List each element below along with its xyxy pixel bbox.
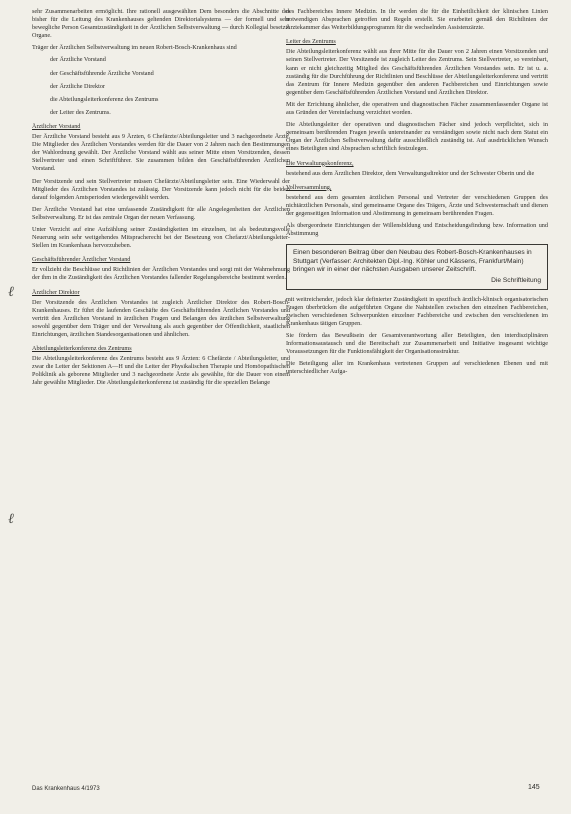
right-column: [286, 8, 548, 380]
paragraph: Der Ärztliche Vorstand hat eine umfassende Zuständigkeit für alle Angelegenheiten der Ärztlichen Selbstverwaltung. Er ist das zentrale Organ der neuen Verfassung.: [32, 205, 290, 221]
left-column: [32, 8, 290, 392]
section-heading: Leiter des Zentrums: [286, 38, 336, 46]
section-heading: Ärztlicher Vorstand: [32, 122, 81, 130]
organ-list: [32, 56, 290, 116]
paragraph: Die Abteilungsleiterkonferenz wählt aus ihrer Mitte für die Dauer von 2 Jahren einen Vorsitzenden und seinen Stellvertreter. Der Vorsitzende ist zugleich Leiter des Zentrums. Sein Stellvertreter, so vereinbart, kann er nicht gleichzeitig Mitglied des Geschäftsführenden Ärztlichen Vorstandes sein. Er ist u. a. zuständig für die Durchführung der Richtlinien und Beschlüsse der Abteilungsleiterkonferenz und vertritt das Zentrum für Innere Medizin gegenüber den anderen Fachbereichen und Einrichtungen sowie gegenüber dem Geschäftsführenden Ärztlichen Vorstand und Ärztlichen Direktor.: [286, 48, 548, 96]
paragraph: bestehend aus dem Ärztlichen Direktor, dem Verwaltungsdirektor und der Schwester Oberin und die: [286, 169, 535, 177]
section-heading: Vollversammlung,: [286, 183, 332, 191]
paragraph: mit weitreichender, jedoch klar definierter Zuständigkeit in spezifisch ärztlich-klinisch organisatorischen Fragen überbrücken die aufgeführten Organe die Nahtstellen zwischen den einzelnen Fachbereichen, zwischen verschiedenen Schwerpunkten einzelner Fachbereiche und zwischen den verschiedenen im Krankenhaus tätigen Gruppen.: [286, 295, 548, 327]
paragraph: Die Abteilungsleiterkonferenz des Zentrums besteht aus 9 Ärzten: 6 Chefärzte / Abteilungsleiter, und zwar die Leiter der Sektionen A—H und die Leiter der Physikalischen Therapie und Homöopathischen Poliklinik als geborene Mitglieder und 3 nachgeordnete Ärzte als gewählte, für die Dauer von einem Jahr gewählte Mitglieder. Die Abteilungsleiterkonferenz ist zuständig für die speziellen Belange: [32, 355, 290, 387]
list-item: der Geschäftsführende Ärztliche Vorstand: [50, 69, 154, 77]
paragraph: Die Beteiligung aller im Krankenhaus vertretenen Gruppen auf verschiedenen Ebenen und mit unterschiedlicher Aufga-: [286, 360, 548, 376]
paragraph: Unter Verzicht auf eine Aufzählung seiner Zuständigkeiten im einzelnen, ist als bedeutungsvolle Neuerung sein sehr weitgehendes Mitspracherecht bei der Besetzung von Chefarzt/Abteilungsleiter-Stellen im Krankenhaus hervorzuheben.: [32, 225, 290, 250]
notice-signature: Die Schriftleitung: [491, 277, 541, 285]
editorial-notice-box: [286, 244, 548, 289]
paragraph: des Fachbereiches Innere Medizin. In ihr werden die für die Einheitlichkeit der klinischen Linien notwendigen Absprachen getroffen und Regeln erstellt. Sie erarbeitet gemäß den Richtlinien der Ärztekammer das Weiterbildungsprogramm für die wechselnden Assistenzärzte.: [286, 8, 548, 32]
margin-pen-mark-icon: ℓ: [8, 512, 14, 527]
paragraph: Träger der Ärztlichen Selbstverwaltung im neuen Robert-Bosch-Krankenhaus sind: [32, 44, 237, 52]
notice-text: Einen besonderen Beitrag über den Neubau des Robert-Bosch-Krankenhauses in Stuttgart (Verfasser: Architekten Dipl.-Ing. Köhler und Kässens, Frankfurt/Main) bringen wir in einer der nächsten Ausgaben unserer Zeitschrift.: [293, 249, 532, 274]
section-heading: Geschäftsführender Ärztlicher Vorstand: [32, 256, 131, 264]
list-item: die Abteilungsleiterkonferenz des Zentrums: [50, 95, 159, 103]
list-item: der Ärztliche Direktor: [50, 82, 105, 90]
paragraph: Sie fördern das Bewußtsein der Gesamtverantwortung aller Beteiligten, den interdisziplinären Informationsaustausch und die Bereitschaft zur Zusammenarbeit und Initiative insgesamt wichtige Voraussetzungen für die Funktionsfähigkeit der Organisationsstruktur.: [286, 332, 548, 356]
paragraph: Der Vorsitzende des Ärztlichen Vorstandes ist zugleich Ärztlicher Direktor des Robert-Bosch-Krankenhauses. Er führt die laufenden Geschäfte des Geschäftsführenden Ärztlichen Vorstandes und vertritt den Ärztlichen Vorstand in ärztlichen Fragen und Belangen des ärztlichen Selbstverwaltung sowohl gegenüber dem Träger und der Verwaltung als auch gegenüber der Öffentlichkeit, staatlichen Einrichtungen, ärztlichen Standesorganisationen und ähnlichen.: [32, 298, 290, 338]
paragraph: Der Ärztliche Vorstand besteht aus 9 Ärzten, 6 Chefärzte/Abteilungsleiter und 3 nachgeordnete Ärzte. Die Mitglieder des Ärztlichen Vorstandes werden für die Dauer von 2 Jahren nach den Bestimmungen der Wahlordnung gewählt. Der Ärztliche Vorstand wählt aus seiner Mitte einen Vorsitzenden, dessen Stellvertreter und einen Schriftführer. Sie zusammen bilden den Geschäftsführenden Ärztlichen Vorstand.: [32, 133, 290, 173]
paragraph: bestehend aus dem gesamten ärztlichen Personal und Vertreter der verschiedenen Gruppen des nichtärztlichen Personals, sind gemeinsame Organe des Trägers, Ärzte und Schwesternschaft und dienen der gegenseitigen Information und Abstimmung in gemeinsam berührenden Fragen.: [286, 193, 548, 217]
list-item: der Ärztliche Vorstand: [50, 56, 106, 64]
paragraph: Er vollzieht die Beschlüsse und Richtlinien der Ärztlichen Vorstandes und sorgt mit der Wahrnehmung der ihm in die Zuständigkeit des Ärztlichen Vorstandes fallender Regelungsbereiche bestimmt werden.: [32, 266, 290, 282]
paragraph: Die Abteilungsleiter der operativen und diagnostischen Fächer sind jedoch verpflichtet, sich in gemeinsam berührenden Fragen jeweils untereinander zu verständigen sowie nicht nach dem Statut ein Organ der Ärztlichen Selbstverwaltung dafür ausschließlich zuständig ist. Auf ausdrücklichen Wunsch eines Beteiligten sind Absprachen schriftlich festzulegen.: [286, 121, 548, 153]
page-number: 145: [528, 784, 540, 791]
paragraph: sehr Zusammenarbeiten ermöglicht. Ihre rationell ausgewählten Dem besonders die Abschnitte des bisher für die Leitung des Krankenhauses geltenden Direktorialsystems — der formell und sehr bewegliche Person Gesamtzuständigkeit in der Ärztlichen Selbstverwaltung — durch Kollegial besetzte Organe.: [32, 8, 290, 40]
paragraph: Mit der Errichtung ähnlicher, die operativen und diagnostischen Fächer zusammenfassender Organe ist aus Gründen der Vereinfachung verzichtet worden.: [286, 100, 548, 117]
section-heading: Abteilungsleiterkonferenz des Zentrums: [32, 345, 132, 353]
paragraph: Als übergeordnete Einrichtungen der Willensbildung und Entscheidungsfindung bzw. Information und Abstimmung: [286, 222, 548, 238]
section-heading: Ärztlicher Direktor: [32, 288, 80, 296]
section-heading: Die Verwaltungskonferenz,: [286, 159, 354, 167]
margin-pen-mark-icon: ℓ: [8, 285, 14, 300]
journal-footer: Das Krankenhaus 4/1973: [32, 786, 100, 792]
paragraph: Der Vorsitzende und sein Stellvertreter müssen Chefärzte/Abteilungsleiter sein. Eine Wiederwahl der Mitglieder des Ärztlichen Vorstandes ist zulässig. Der Vorsitzende kann jedoch nicht für die beiden darauf folgenden Amtsperioden wiedergewählt werden.: [32, 177, 290, 201]
list-item: der Leiter des Zentrums.: [50, 108, 111, 116]
